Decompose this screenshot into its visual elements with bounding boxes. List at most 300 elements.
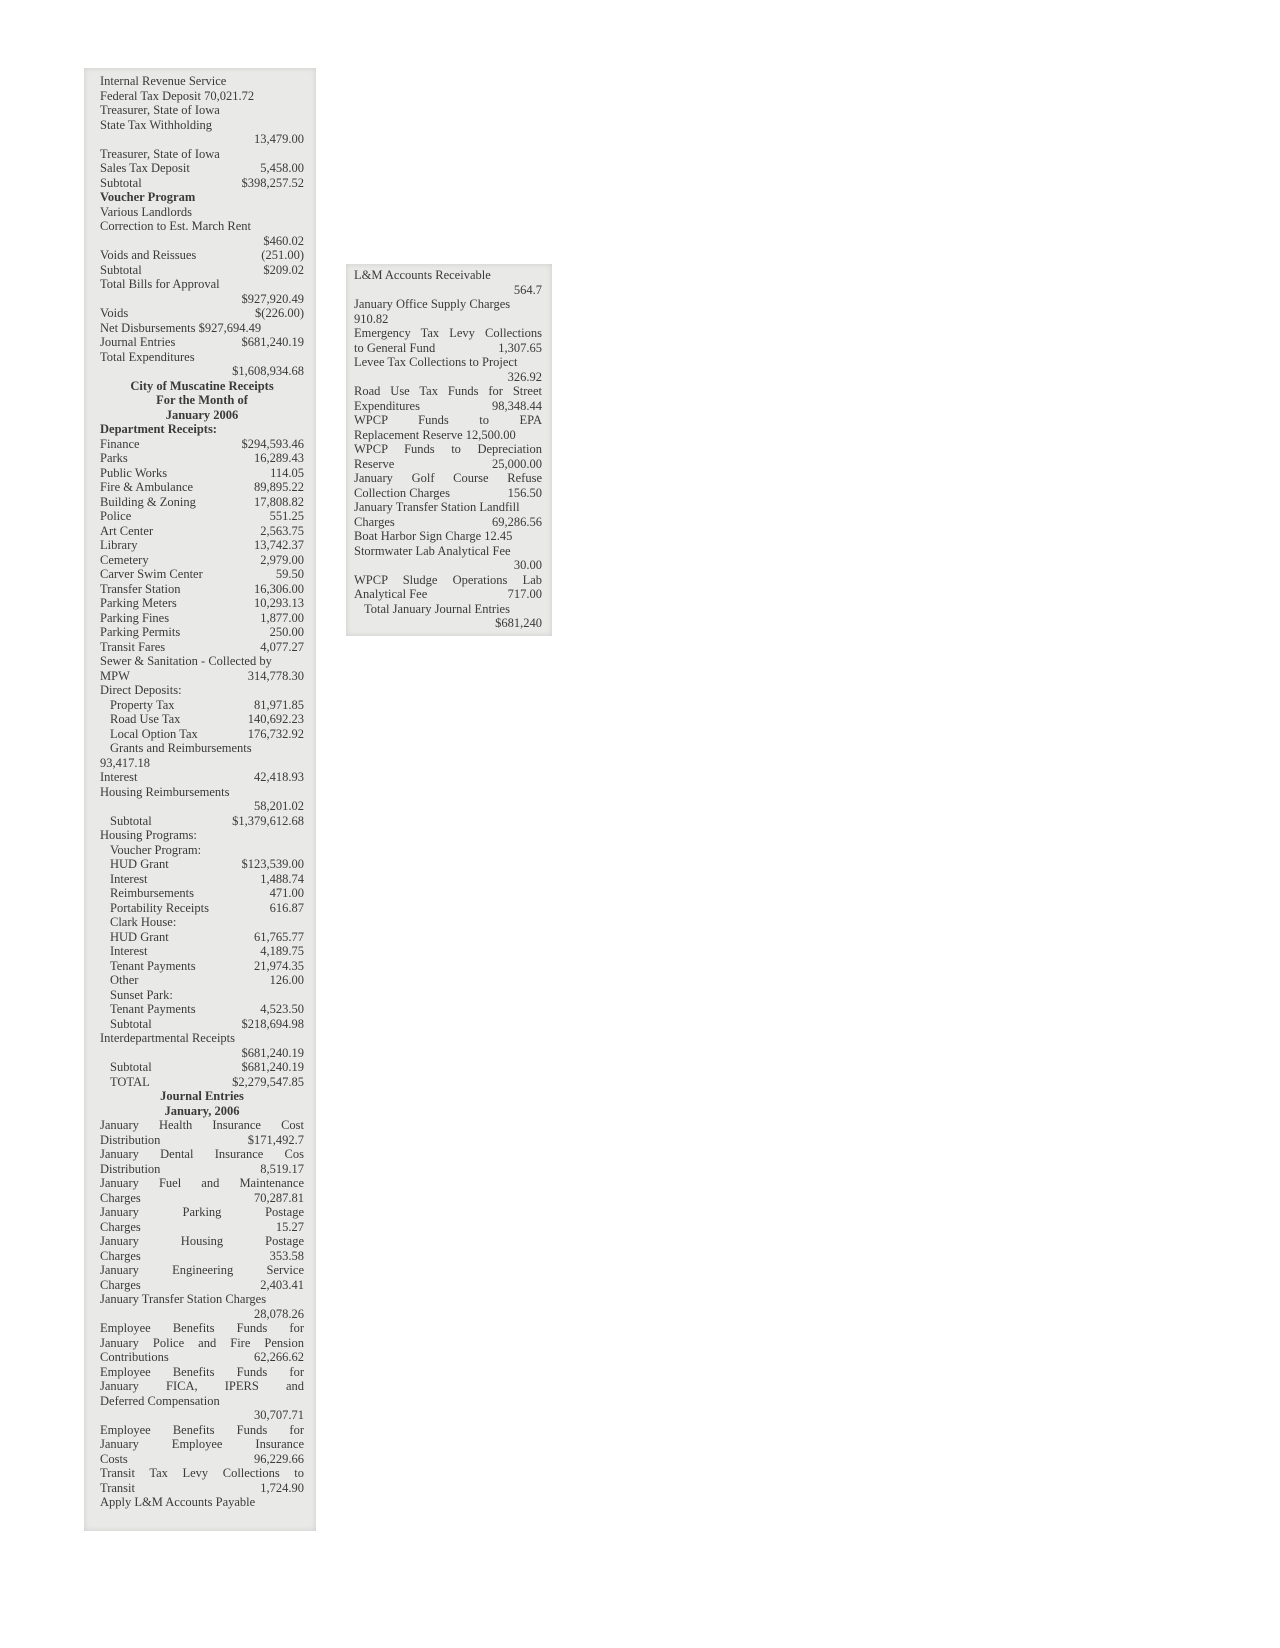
entry-amount: 1,724.90 — [260, 1480, 304, 1495]
entry-line — [100, 611, 304, 626]
entry-amount: $123,539.00 — [241, 857, 304, 871]
receipts-title-3: January 2006 — [165, 407, 239, 422]
entry-label: Sunset Park: — [110, 987, 173, 1002]
entry-label: Interest — [100, 770, 138, 784]
entry-label: Collection Charges — [354, 485, 450, 500]
entry-line — [100, 1350, 304, 1365]
entry-label: Sewer & Sanitation - Collected by — [100, 654, 272, 668]
entry-line — [100, 118, 304, 133]
entry-amount: 69,286.56 — [492, 514, 542, 529]
entry-line — [100, 756, 304, 771]
entry-amount: $681,240 — [495, 616, 542, 630]
entry-line — [100, 248, 304, 263]
entry-amount: 15.27 — [275, 1219, 304, 1234]
entry-line — [100, 205, 304, 220]
entry-label: January Fuel and Maintenance — [100, 1176, 304, 1190]
entry-label: Expenditures — [354, 398, 420, 413]
journal-entries — [100, 1118, 304, 1510]
entry-line — [100, 1307, 304, 1322]
entry-label: Analytical Fee — [354, 587, 428, 601]
entry-line — [354, 341, 542, 356]
entry-amount: 140,692.23 — [247, 712, 304, 726]
entry-line — [100, 321, 304, 336]
entry-label: January Parking Postage — [100, 1205, 304, 1219]
entry-line — [354, 457, 542, 472]
entry-line — [100, 538, 304, 553]
entry-line — [354, 471, 542, 486]
entry-label: WPCP Sludge Operations Lab — [354, 572, 542, 587]
entry-line — [100, 698, 304, 713]
entry-line — [354, 500, 542, 515]
clipping-left-column — [84, 68, 316, 1510]
entry-line — [100, 219, 304, 234]
journal-title-1: Journal Entries — [160, 1089, 244, 1103]
entry-label: Subtotal — [110, 813, 152, 828]
entry-line — [100, 1191, 304, 1206]
entry-line — [100, 988, 304, 1003]
entry-label: Voids and Reissues — [100, 248, 197, 262]
entry-label: January Golf Course Refuse — [354, 471, 542, 485]
entry-label: Subtotal — [100, 262, 142, 277]
entry-amount: 42,418.93 — [254, 770, 304, 784]
entry-amount: 16,289.43 — [254, 451, 304, 465]
entry-amount: $460.02 — [263, 233, 304, 248]
entry-label: Total Expenditures — [100, 349, 195, 364]
entry-amount: 314,778.30 — [247, 668, 304, 683]
entry-amount: $171,492.7 — [247, 1132, 304, 1147]
entry-label: HUD Grant — [110, 857, 169, 871]
entry-line — [354, 428, 542, 443]
entry-amount: 1,307.65 — [498, 340, 542, 355]
dept-heading: Department Receipts: — [100, 422, 217, 436]
entry-line — [100, 814, 304, 829]
entry-label: January Office Supply Charges — [354, 297, 511, 311]
entry-line — [100, 1002, 304, 1017]
entry-amount: 98,348.44 — [492, 398, 542, 413]
entry-label: Charges — [100, 1219, 141, 1234]
entry-amount: $398,257.52 — [241, 175, 304, 190]
entry-amount: 13,479.00 — [254, 132, 304, 146]
entry-label: Parking Meters — [100, 596, 177, 610]
entry-amount: 176,732.92 — [247, 726, 304, 741]
entry-line — [100, 1365, 304, 1380]
entry-line — [100, 1481, 304, 1496]
entry-line — [100, 944, 304, 959]
entry-label: Clark House: — [110, 915, 177, 929]
entry-line — [100, 596, 304, 611]
entry-label: Reimbursements — [110, 886, 195, 900]
entry-label: Treasurer, State of Iowa — [100, 146, 220, 161]
entry-line — [100, 1437, 304, 1452]
entry-label: Costs — [100, 1451, 128, 1466]
entry-line — [100, 973, 304, 988]
entry-amount: 5,458.00 — [260, 161, 304, 175]
entry-line — [100, 350, 304, 365]
entry-line — [100, 1118, 304, 1133]
entry-label: Housing Programs: — [100, 828, 197, 842]
entry-amount: $1,379,612.68 — [232, 813, 304, 828]
entry-line — [100, 640, 304, 655]
entry-amount: $681,240.19 — [241, 335, 304, 349]
entry-amount: 353.58 — [269, 1248, 304, 1263]
entry-amount: $209.02 — [263, 262, 304, 277]
entry-line — [100, 1466, 304, 1481]
entry-line — [354, 558, 542, 573]
entry-line — [100, 306, 304, 321]
receipts-title-2: For the Month of — [156, 393, 248, 407]
entry-line — [354, 283, 542, 298]
entry-line — [100, 582, 304, 597]
entry-label: Emergency Tax Levy Collections — [354, 326, 542, 340]
entry-amount: 1,488.74 — [260, 871, 304, 886]
entry-line — [100, 451, 304, 466]
entry-line — [354, 529, 542, 544]
entry-line — [100, 364, 304, 379]
entry-amount: 8,519.17 — [260, 1161, 304, 1176]
entry-label: Reserve — [354, 456, 395, 471]
entry-label: Employee Benefits Funds for — [100, 1364, 304, 1379]
entry-amount: 58,201.02 — [254, 799, 304, 813]
entry-amount: 1,877.00 — [260, 610, 304, 625]
entry-line — [100, 234, 304, 249]
department-receipts — [100, 437, 304, 829]
entry-line — [100, 669, 304, 684]
entry-line — [100, 785, 304, 800]
entry-label: Public Works — [100, 465, 168, 480]
entry-label: January Police and Fire Pension — [100, 1335, 304, 1350]
entry-line — [354, 384, 542, 399]
entry-amount: $218,694.98 — [241, 1016, 304, 1031]
entry-label: Deferred Compensation — [100, 1393, 220, 1408]
entry-label: Cemetery — [100, 552, 149, 567]
entry-line — [100, 1031, 304, 1046]
entry-line — [354, 399, 542, 414]
entry-line — [354, 602, 542, 617]
entry-line — [100, 1379, 304, 1394]
entry-label: January Transfer Station Charges — [100, 1292, 267, 1306]
entry-line — [100, 1278, 304, 1293]
entry-label: MPW — [100, 668, 130, 683]
journal-entries-continued — [354, 268, 542, 631]
entry-label: January Housing Postage — [100, 1234, 304, 1248]
housing-receipts — [100, 828, 304, 1089]
entry-line — [354, 370, 542, 385]
entry-label: Boat Harbor Sign Charge 12.45 — [354, 529, 513, 543]
newspaper-clipping-left — [84, 68, 316, 1531]
entry-line — [100, 437, 304, 452]
entry-label: Fire & Ambulance — [100, 480, 194, 494]
entry-line — [100, 335, 304, 350]
entry-line — [100, 1176, 304, 1191]
entry-amount: 30.00 — [513, 558, 542, 572]
entry-line — [100, 1162, 304, 1177]
top-entries — [100, 74, 304, 190]
entry-line — [100, 828, 304, 843]
entry-label: Parking Permits — [100, 625, 181, 639]
entry-amount: $2,279,547.85 — [232, 1074, 304, 1089]
entry-label: Police — [100, 509, 132, 523]
entry-line — [100, 103, 304, 118]
entry-label: Total January Journal Entries — [364, 601, 510, 616]
entry-label: Direct Deposits: — [100, 683, 182, 697]
entry-line — [100, 1423, 304, 1438]
entry-label: Interest — [110, 871, 148, 886]
entry-label: Voids — [100, 306, 129, 320]
clipping-right-column — [346, 264, 552, 631]
entry-amount: 564.7 — [513, 282, 542, 297]
entry-label: January Health Insurance Cost — [100, 1118, 304, 1132]
entry-label: WPCP Funds to Depreciation — [354, 442, 542, 456]
entry-line — [100, 553, 304, 568]
entry-amount: 156.50 — [507, 485, 542, 500]
entry-line — [100, 959, 304, 974]
entry-label: 910.82 — [354, 311, 389, 326]
entry-line — [100, 466, 304, 481]
entry-label: Total Bills for Approval — [100, 277, 220, 291]
entry-line — [100, 147, 304, 162]
entry-line — [100, 857, 304, 872]
journal-title-2: January, 2006 — [164, 1103, 240, 1118]
entry-amount: 13,742.37 — [254, 538, 304, 552]
entry-amount: 21,974.35 — [254, 958, 304, 973]
entry-line — [100, 727, 304, 742]
entry-line — [100, 1234, 304, 1249]
entry-amount: 30,707.71 — [254, 1408, 304, 1422]
entry-line — [100, 292, 304, 307]
entry-amount: 62,266.62 — [254, 1350, 304, 1364]
entry-line — [100, 1495, 304, 1510]
entry-line — [100, 509, 304, 524]
entry-line — [354, 413, 542, 428]
entry-line — [100, 1147, 304, 1162]
entry-amount: 616.87 — [269, 900, 304, 915]
entry-label: Property Tax — [110, 697, 175, 712]
entry-amount: 28,078.26 — [254, 1306, 304, 1321]
entry-line — [354, 515, 542, 530]
entry-line — [100, 654, 304, 669]
entry-label: Distribution — [100, 1132, 161, 1147]
entry-amount: 59.50 — [275, 567, 304, 581]
entry-label: Various Landlords — [100, 204, 192, 219]
entry-line — [100, 886, 304, 901]
entry-line — [100, 901, 304, 916]
entry-line — [100, 495, 304, 510]
entry-label: Grants and Reimbursements — [110, 741, 252, 755]
entry-line — [100, 770, 304, 785]
entry-label: Local Option Tax — [110, 726, 198, 741]
entry-label: Apply L&M Accounts Payable — [100, 1495, 256, 1509]
entry-line — [100, 1205, 304, 1220]
entry-label: Road Use Tax Funds for Street — [354, 384, 542, 398]
entry-label: to General Fund — [354, 340, 436, 355]
entry-amount: 4,189.75 — [260, 944, 304, 958]
entry-amount: $(226.00) — [255, 306, 304, 320]
entry-line — [100, 1321, 304, 1336]
entry-amount: 471.00 — [269, 886, 304, 900]
entry-label: Charges — [100, 1248, 141, 1263]
entry-amount: 4,077.27 — [260, 639, 304, 654]
entry-line — [100, 1452, 304, 1467]
entry-line — [100, 799, 304, 814]
entry-label: Parks — [100, 451, 128, 465]
entry-amount: 4,523.50 — [260, 1002, 304, 1016]
entry-label: Levee Tax Collections to Project — [354, 355, 518, 369]
entry-line — [100, 132, 304, 147]
entry-amount: 89,895.22 — [254, 480, 304, 494]
entry-line — [354, 587, 542, 602]
entry-label: Charges — [100, 1277, 141, 1292]
entry-label: Tenant Payments — [110, 958, 196, 973]
entry-label: Treasurer, State of Iowa — [100, 103, 220, 117]
entry-line — [100, 1046, 304, 1061]
entry-label: January Transfer Station Landfill — [354, 500, 520, 514]
entry-amount: 16,306.00 — [254, 581, 304, 596]
entry-amount: $927,920.49 — [241, 291, 304, 306]
entry-label: Subtotal — [110, 1060, 152, 1074]
entry-line — [100, 74, 304, 89]
entry-label: Charges — [100, 1190, 141, 1205]
entry-line — [354, 616, 542, 631]
entry-line — [100, 1263, 304, 1278]
entry-label: January Dental Insurance Cos — [100, 1147, 304, 1161]
entry-line — [354, 268, 542, 283]
entry-label: 93,417.18 — [100, 755, 150, 770]
entry-line — [354, 486, 542, 501]
voucher-entries — [100, 205, 304, 379]
entry-label: Road Use Tax — [110, 712, 181, 726]
entry-amount: $681,240.19 — [241, 1045, 304, 1060]
entry-label: Parking Fines — [100, 610, 170, 625]
entry-label: Voucher Program: — [110, 842, 202, 857]
entry-amount: 10,293.13 — [254, 596, 304, 610]
voucher-heading: Voucher Program — [100, 190, 196, 204]
entry-line — [354, 355, 542, 370]
entry-line — [100, 915, 304, 930]
entry-label: Other — [110, 973, 139, 987]
entry-line — [100, 1292, 304, 1307]
entry-line — [100, 1336, 304, 1351]
entry-line — [354, 297, 542, 312]
entry-amount: 81,971.85 — [254, 697, 304, 712]
entry-amount: 96,229.66 — [254, 1451, 304, 1466]
entry-label: January FICA, IPERS and — [100, 1379, 304, 1393]
entry-line — [354, 544, 542, 559]
entry-line — [100, 930, 304, 945]
entry-line — [100, 1075, 304, 1090]
entry-amount: (251.00) — [261, 248, 304, 262]
entry-label: State Tax Withholding — [100, 117, 213, 132]
entry-line — [100, 161, 304, 176]
entry-line — [354, 326, 542, 341]
entry-line — [100, 1133, 304, 1148]
entry-line — [354, 312, 542, 327]
entry-label: Contributions — [100, 1350, 169, 1364]
entry-label: Internal Revenue Service — [100, 74, 227, 88]
entry-amount: $1,608,934.68 — [232, 364, 304, 378]
entry-label: WPCP Funds to EPA — [354, 413, 542, 427]
entry-label: Employee Benefits Funds for — [100, 1422, 304, 1437]
entry-line — [100, 683, 304, 698]
entry-line — [354, 442, 542, 457]
entry-label: Subtotal — [110, 1016, 152, 1031]
entry-label: Federal Tax Deposit 70,021.72 — [100, 88, 255, 103]
entry-line — [354, 573, 542, 588]
entry-label: Journal Entries — [100, 335, 176, 349]
entry-line — [100, 263, 304, 278]
entry-line — [100, 1060, 304, 1075]
entry-label: Employee Benefits Funds for — [100, 1321, 304, 1335]
entry-line — [100, 277, 304, 292]
entry-label: Housing Reimbursements — [100, 784, 230, 799]
entry-line — [100, 1394, 304, 1409]
entry-label: Interdepartmental Receipts — [100, 1031, 236, 1045]
entry-label: January Engineering Service — [100, 1263, 304, 1277]
entry-label: L&M Accounts Receivable — [354, 268, 491, 282]
entry-line — [100, 1249, 304, 1264]
entry-label: Transfer Station — [100, 581, 181, 596]
entry-line — [100, 1408, 304, 1423]
entry-amount: 326.92 — [507, 369, 542, 384]
entry-amount: 2,403.41 — [260, 1277, 304, 1292]
entry-amount: 250.00 — [269, 625, 304, 639]
entry-amount: 551.25 — [269, 509, 304, 523]
entry-amount: 126.00 — [269, 973, 304, 987]
entry-amount: $681,240.19 — [241, 1060, 304, 1074]
entry-label: Subtotal — [100, 175, 142, 190]
entry-label: Portability Receipts — [110, 900, 209, 915]
entry-line — [100, 176, 304, 191]
entry-label: Net Disbursements $927,694.49 — [100, 320, 262, 335]
entry-label: Stormwater Lab Analytical Fee — [354, 543, 511, 558]
entry-amount: 25,000.00 — [492, 456, 542, 471]
entry-amount: 717.00 — [507, 587, 542, 601]
entry-amount: 61,765.77 — [254, 929, 304, 944]
entry-label: Finance — [100, 436, 140, 451]
entry-amount: 2,979.00 — [260, 552, 304, 567]
entry-label: Carver Swim Center — [100, 567, 203, 581]
entry-label: Library — [100, 538, 138, 552]
entry-line — [100, 625, 304, 640]
entry-line — [100, 524, 304, 539]
entry-amount: 17,808.82 — [254, 494, 304, 509]
entry-line — [100, 480, 304, 495]
entry-line — [100, 567, 304, 582]
entry-label: Building & Zoning — [100, 494, 196, 509]
entry-label: Art Center — [100, 523, 154, 538]
receipts-title-1: City of Muscatine Receipts — [130, 378, 274, 393]
entry-line — [100, 1017, 304, 1032]
entry-line — [100, 843, 304, 858]
entry-label: Distribution — [100, 1161, 161, 1176]
entry-label: HUD Grant — [110, 929, 169, 944]
entry-amount: 114.05 — [270, 465, 304, 480]
entry-label: January Employee Insurance — [100, 1437, 304, 1451]
entry-label: Tenant Payments — [110, 1002, 196, 1016]
entry-label: Replacement Reserve 12,500.00 — [354, 427, 516, 442]
entry-label: Interest — [110, 944, 148, 958]
entry-label: Transit Fares — [100, 639, 166, 654]
entry-line — [100, 712, 304, 727]
entry-label: TOTAL — [110, 1074, 150, 1089]
entry-line — [100, 89, 304, 104]
entry-line — [100, 872, 304, 887]
entry-amount: 2,563.75 — [260, 523, 304, 538]
entry-line — [100, 741, 304, 756]
entry-label: Charges — [354, 514, 395, 529]
entry-line — [100, 1220, 304, 1235]
entry-label: Sales Tax Deposit — [100, 161, 190, 175]
entry-amount: 70,287.81 — [254, 1190, 304, 1205]
